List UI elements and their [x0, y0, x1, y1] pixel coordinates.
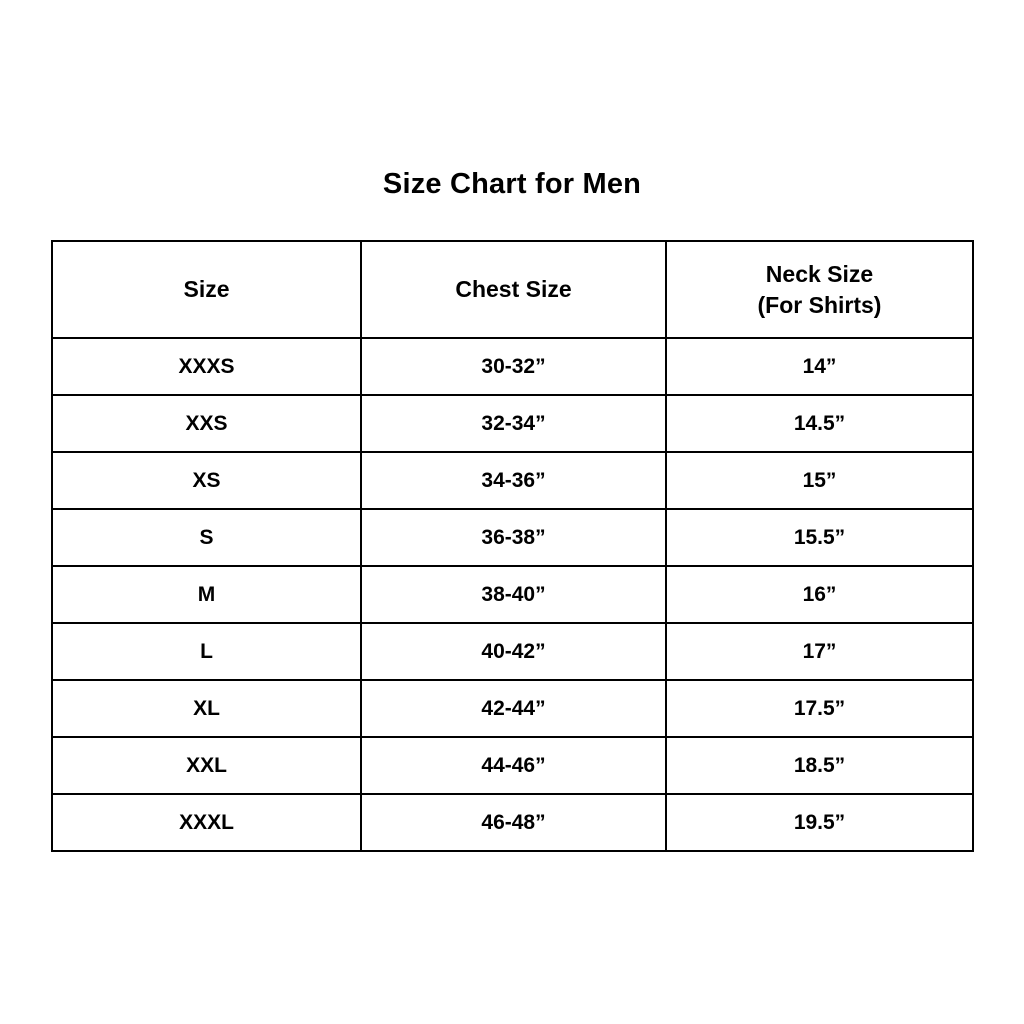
- cell-size: XS: [52, 452, 361, 509]
- table-row: [52, 566, 973, 623]
- cell-size: XXL: [52, 737, 361, 794]
- column-header-chest-size: [361, 241, 666, 338]
- cell-neck: 14.5”: [666, 395, 973, 452]
- cell-neck: 16”: [666, 566, 973, 623]
- column-header-size-label: Size: [183, 276, 230, 303]
- cell-chest: 36-38”: [361, 509, 666, 566]
- table-row: [52, 395, 973, 452]
- cell-chest: 34-36”: [361, 452, 666, 509]
- cell-chest: 42-44”: [361, 680, 666, 737]
- table-header: [52, 241, 973, 338]
- cell-neck: 15”: [666, 452, 973, 509]
- column-header-neck-size-sublabel: (For Shirts): [757, 291, 882, 318]
- size-chart-table: [51, 240, 974, 852]
- table-row: [52, 794, 973, 851]
- cell-size: XL: [52, 680, 361, 737]
- cell-size: XXS: [52, 395, 361, 452]
- table-row: [52, 452, 973, 509]
- table-body: [52, 338, 973, 851]
- cell-neck: 18.5”: [666, 737, 973, 794]
- table-row: [52, 737, 973, 794]
- column-header-neck-size-label: Neck Size: [765, 261, 874, 288]
- column-header-neck-size: [666, 241, 973, 338]
- cell-size: M: [52, 566, 361, 623]
- cell-chest: 30-32”: [361, 338, 666, 395]
- table-row: [52, 338, 973, 395]
- cell-chest: 32-34”: [361, 395, 666, 452]
- table-header-row: [52, 241, 973, 338]
- cell-size: XXXS: [52, 338, 361, 395]
- cell-neck: 15.5”: [666, 509, 973, 566]
- cell-neck: 19.5”: [666, 794, 973, 851]
- cell-chest: 38-40”: [361, 566, 666, 623]
- cell-neck: 17.5”: [666, 680, 973, 737]
- cell-size: L: [52, 623, 361, 680]
- cell-chest: 44-46”: [361, 737, 666, 794]
- cell-chest: 40-42”: [361, 623, 666, 680]
- cell-neck: 17”: [666, 623, 973, 680]
- cell-size: S: [52, 509, 361, 566]
- table-row: [52, 623, 973, 680]
- column-header-chest-size-label: Chest Size: [455, 276, 572, 303]
- cell-size: XXXL: [52, 794, 361, 851]
- page-title: Size Chart for Men: [382, 168, 642, 200]
- column-header-size: [52, 241, 361, 338]
- cell-neck: 14”: [666, 338, 973, 395]
- cell-chest: 46-48”: [361, 794, 666, 851]
- table-row: [52, 680, 973, 737]
- table-row: [52, 509, 973, 566]
